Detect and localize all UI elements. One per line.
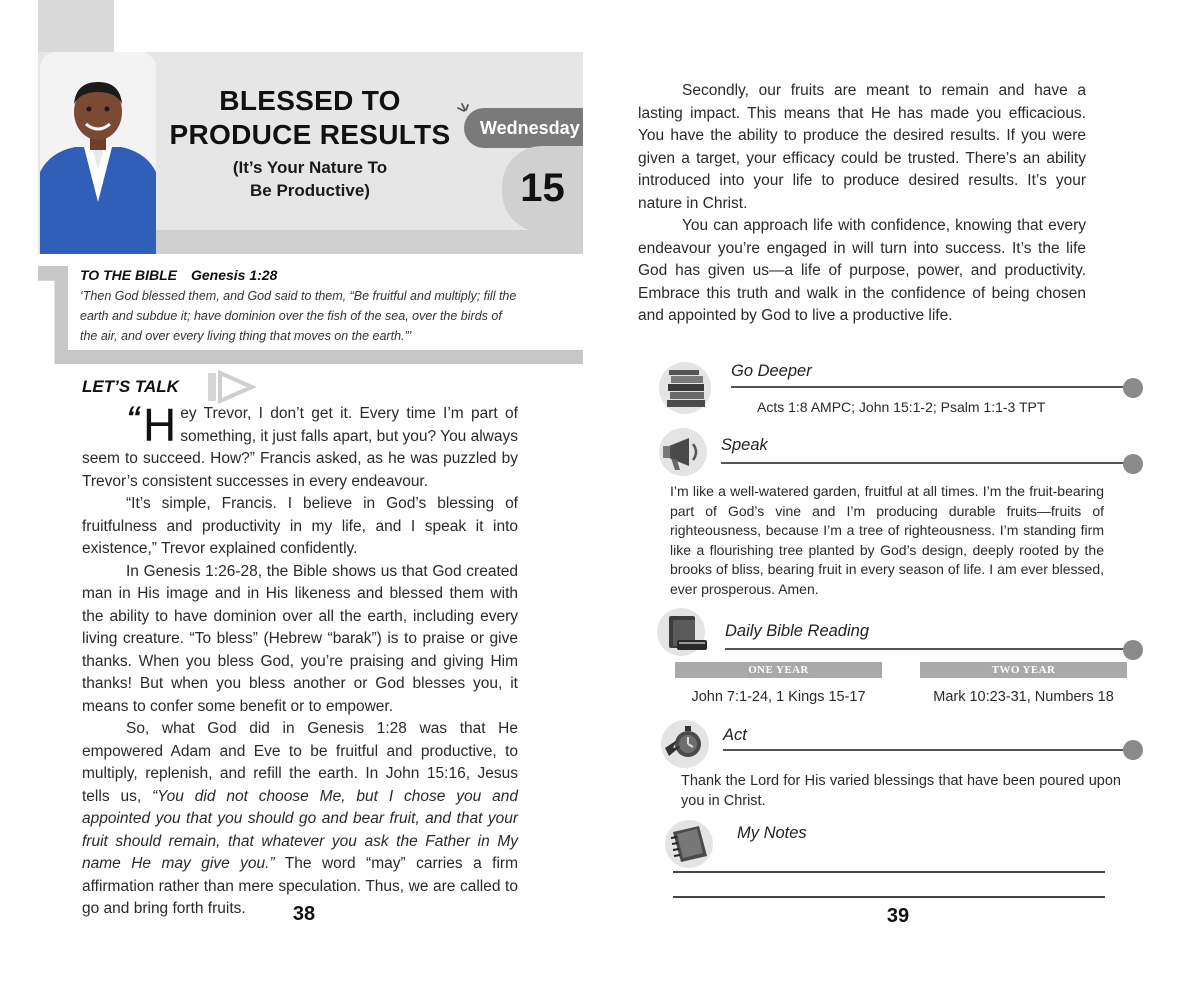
subtitle-line-2: Be Productive) xyxy=(250,181,370,200)
paragraph-1 xyxy=(82,399,518,493)
devotional-title xyxy=(160,84,460,202)
opening-quote-mark: “ xyxy=(126,401,141,434)
right-paragraph-1: Secondly, our fruits are meant to remain and have a lasting impact. This means that He has made you efficacious. You have the ability to produce the desired results. If you were given a target, your efficacy could be trusted. There’s an ability introduced into your life to produce desired results. It’s your nature in Christ. xyxy=(638,82,1086,212)
my-notes-title: My Notes xyxy=(737,824,807,842)
bible-verse-text: ‘Then God blessed them, and God said to them, “Be fruitful and multiply; fill the earth and subdue it; have dominion over the fish of the sea, over the birds of the air, and over every living thing that moves on the earth.”’ xyxy=(80,289,517,343)
books-stack-icon xyxy=(655,362,717,414)
act-rule xyxy=(723,749,1127,751)
subtitle-line-1: (It’s Your Nature To xyxy=(232,158,388,177)
two-year-label: TWO YEAR xyxy=(920,662,1127,678)
continued-body xyxy=(638,80,1086,328)
paragraph-2: “It’s simple, Francis. I believe in God’s blessing of fruitfulness and productivity in my life, and I speak it into existence,” Trevor explained confidently. xyxy=(82,495,518,557)
speak-title: Speak xyxy=(721,436,768,454)
megaphone-icon xyxy=(655,428,717,480)
notes-line-2[interactable] xyxy=(673,896,1105,898)
notes-line-1[interactable] xyxy=(673,871,1105,873)
author-photo xyxy=(40,52,156,254)
header-gray-strip xyxy=(38,0,114,60)
one-year-reading: John 7:1-24, 1 Kings 15-17 xyxy=(691,689,866,705)
play-arrow-icon xyxy=(208,370,256,404)
paragraph-4-text-a: So, what God did in Genesis 1:28 was that He empowered Adam and Eve to be fruitful and productive, to multiply, replenish, and refill the earth. In John 15:16, Jesus tells us, xyxy=(82,720,518,805)
my-notes-section xyxy=(655,818,1145,902)
notebook-icon xyxy=(655,818,717,870)
go-deeper-rule xyxy=(731,386,1127,388)
go-deeper-dot xyxy=(1123,378,1143,398)
daily-reading-rule xyxy=(725,648,1127,650)
speak-dot xyxy=(1123,454,1143,474)
page-number-left: 38 xyxy=(292,903,316,925)
day-tab: Wednesday xyxy=(464,108,583,148)
right-paragraph-2: You can approach life with confidence, knowing that every endeavour you’re engaged in will turn into success. It’s the life God has given us—a life of purpose, power, and productivity. Embrace this truth and walk in the confidence of being chosen and appointed by God to live a productive life. xyxy=(638,217,1086,324)
one-year-label: ONE YEAR xyxy=(675,662,882,678)
go-deeper-section xyxy=(655,362,1145,422)
paragraph-1-text: ey Trevor, I don’t get it. Every time I’m part of something, it just falls apart, but you? You always seem to succeed. How?” Francis asked, as he was puzzled by Trevor’s consistent successes in every endeavour. xyxy=(82,405,518,490)
go-deeper-text: Acts 1:8 AMPC; John 15:1-2; Psalm 1:1-3 TPT xyxy=(757,399,1046,415)
daily-reading-dot xyxy=(1123,640,1143,660)
speak-section xyxy=(655,428,1145,600)
bible-book-icon xyxy=(655,606,717,658)
author-portrait-image xyxy=(40,52,156,254)
lets-talk-heading: LET’S TALK xyxy=(82,377,179,396)
to-the-bible-heading xyxy=(80,267,277,283)
title-line-2: PRODUCE RESULTS xyxy=(169,119,451,150)
speak-rule xyxy=(721,462,1127,464)
stopwatch-icon xyxy=(655,718,717,770)
to-the-bible-label: TO THE BIBLE xyxy=(80,267,177,283)
lets-talk-body xyxy=(82,399,518,921)
speak-text: I’m like a well-watered garden, fruitful at all times. I’m the fruit-bearing part of God’s vine and I’m producing durable fruits—fruits of righteousness, because I’m a tree of righteousness. I’m standing firm like a flourishing tree planted by God’s design, deeply rooted by the brooks of bliss, bearing fruit in every season of life. I am ever blessed, ever prosperous. Amen. xyxy=(670,483,1104,597)
dropcap-letter: H xyxy=(143,399,177,451)
go-deeper-title: Go Deeper xyxy=(731,362,812,380)
act-title: Act xyxy=(723,726,747,744)
bible-reference: Genesis 1:28 xyxy=(190,267,278,283)
act-section xyxy=(655,718,1145,814)
paragraph-4-scripture-quote: “You did not choose Me, but I chose you and appointed you that you should go and bear fruit, and that your fruit should remain, that whatever you ask the Father in My name He may give you.” xyxy=(82,787,518,872)
act-text: Thank the Lord for His varied blessings that have been poured upon you in Christ. xyxy=(681,773,1121,809)
paragraph-4-text-b: The word “may” carries a firm affirmation rather than mere speculation. Thus, we are called to go and bring forth fruits. xyxy=(82,855,518,917)
title-line-1: BLESSED TO xyxy=(219,85,401,116)
paragraph-4 xyxy=(82,718,518,921)
act-dot xyxy=(1123,740,1143,760)
right-page xyxy=(600,0,1200,983)
daily-bible-reading-section xyxy=(655,606,1145,716)
daily-reading-title: Daily Bible Reading xyxy=(725,622,869,640)
header-band-bottom xyxy=(155,230,583,254)
two-year-reading: Mark 10:23-31, Numbers 18 xyxy=(933,689,1114,705)
page-number-right: 39 xyxy=(886,905,910,927)
bible-bar-decoration xyxy=(60,350,583,364)
date-number: 15 xyxy=(520,166,565,210)
paragraph-3: In Genesis 1:26-28, the Bible shows us that God created man in His image and in His likeness and blessed them with the ability to have dominion over all the earth, including every living creature. “To bless” (Hebrew “barak”) is to praise or give thanks. When you bless God, you’re praising and giving Him thanks! But when you bless another or God blesses you, it means to confer some benefit or to empower. xyxy=(82,562,518,715)
